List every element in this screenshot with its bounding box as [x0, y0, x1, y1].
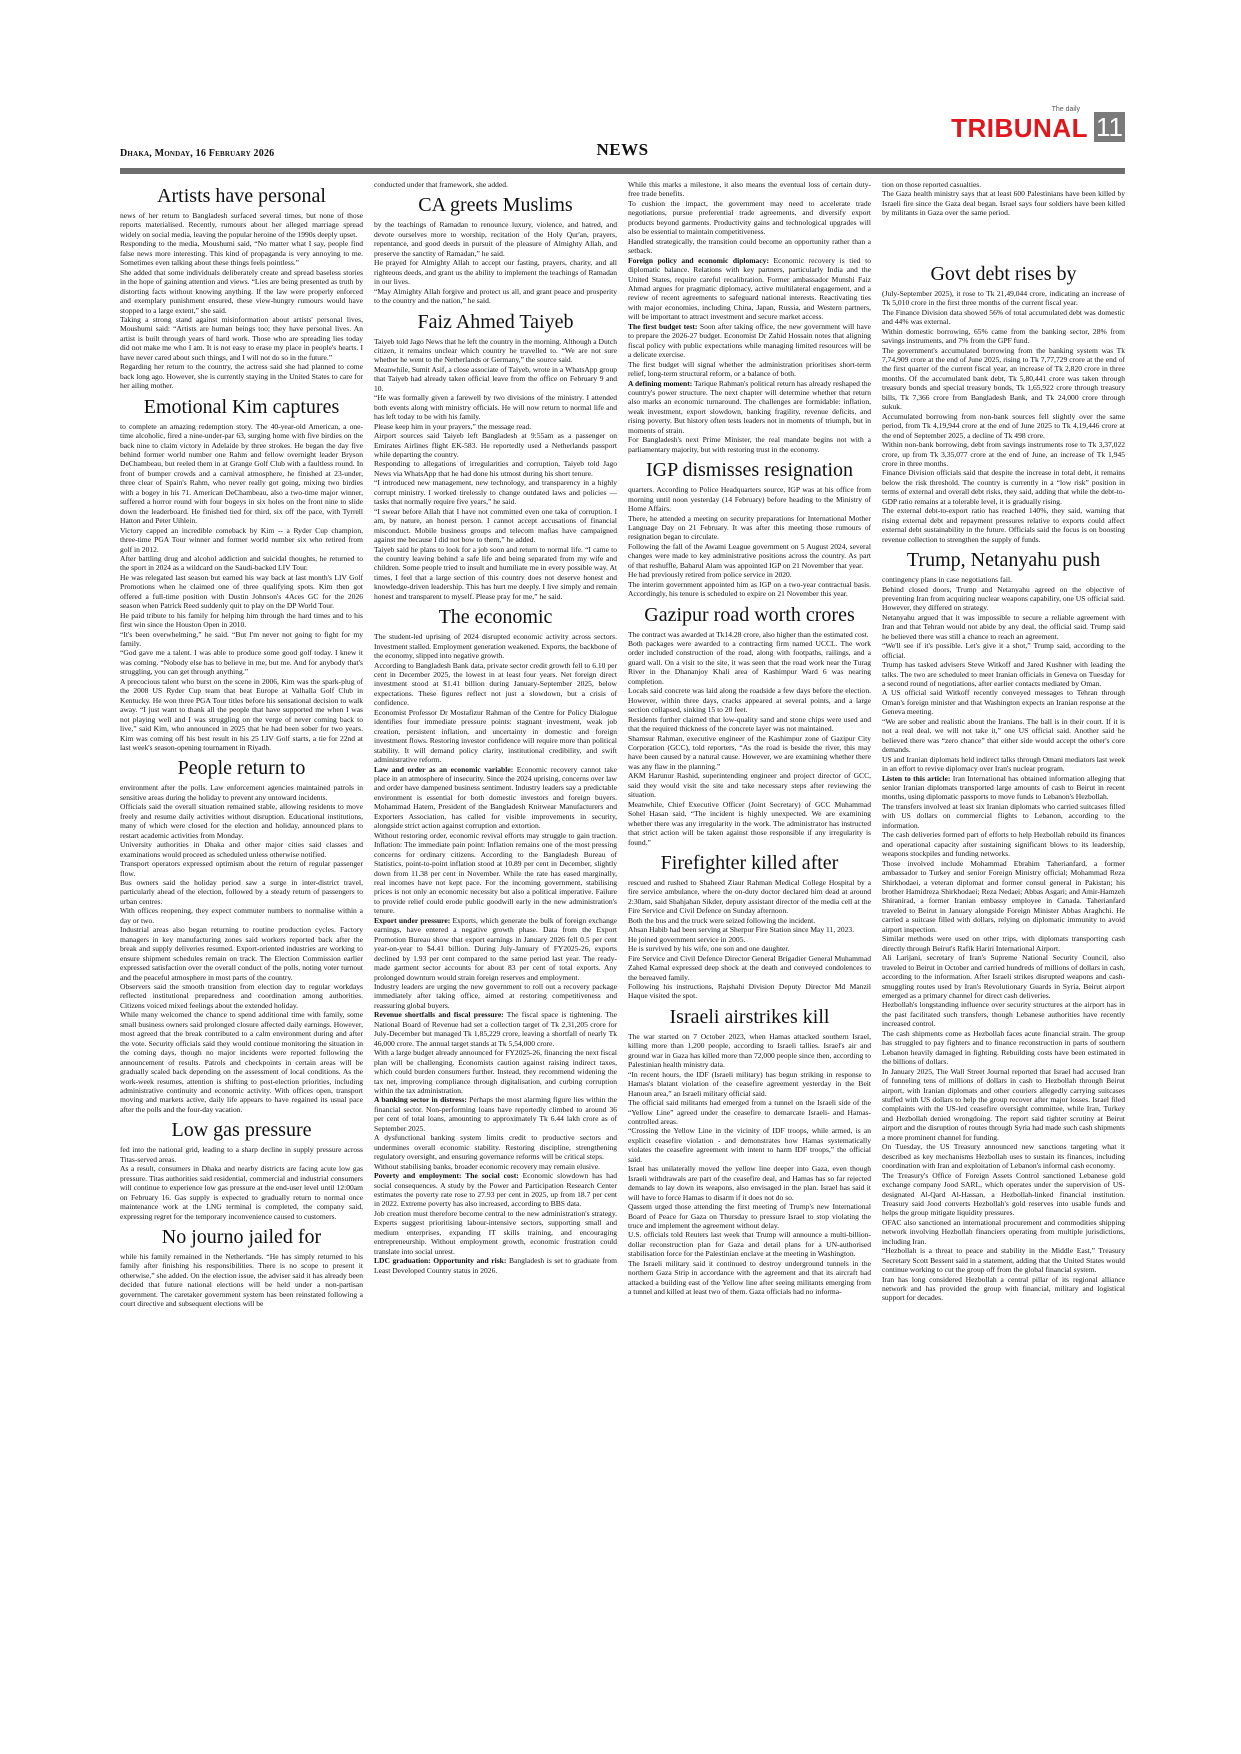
paragraph: The Treasury's Office of Foreign Assets Control sanctioned Lebanese gold exchange company Jood SARL, which operates under the supervision of US-designated Al-Qard Al-Hassan, a Hezbollah-linked financial institution. Treasury said Jood converts Hezbollah's gold reserves into usable funds and helps the group mitigate liquidity pressures.: [882, 1170, 1125, 1218]
paragraph-body: Bangladesh is set to graduate from Least Developed Country status in 2026.: [374, 1256, 617, 1275]
headline: Artists have personal: [157, 185, 326, 207]
paragraph: Taking a strong stand against misinformation about artists' personal lives, Moushumi said: “Artists are human beings too; they have personal lives. An artist is built through years of hard work. Those who are spreading lies today did not make me who I am. It is not easy to erase my place in people's hearts. I have never cared about such things, and I will not do so in the future.”: [120, 314, 363, 362]
paragraph: “In recent hours, the IDF (Israeli military) has begun striking in response to Hamas's blatant violation of the ceasefire agreement yesterday in the Beit Hanoun area,” an Israeli military official said.: [628, 1069, 871, 1098]
paragraph: He paid tribute to his family for helping him through the hard times and to his first win since the Houston Open in 2010.: [120, 610, 363, 630]
paragraph: by the teachings of Ramadan to renounce luxury, violence, and hatred, and devote ourselves more to worship, recitation of the Holy Qur'an, prayers, repentance, and good deeds in pursuit of the pleasure of Almighty Allah, and preserve the sanctity of Ramadan,” he said.: [374, 220, 617, 258]
paragraph: With a large budget already announced for FY2025-26, financing the next fiscal plan will be challenging. Economists caution against raising indirect taxes, which could burden consumers further. Instead, they recommend widening the tax net, improving compliance through digitalisation, and curbing corruption within the tax administration.: [374, 1048, 617, 1095]
paragraph-lead: A banking sector in distress:: [374, 1095, 467, 1105]
paragraph: U.S. officials told Reuters last week that Trump will announce a multi-billion-dollar reconstruction plan for Gaza and detail plans for a UN-authorised stabilisation force for the Palestinian enclave at the meeting in Washington.: [628, 1230, 871, 1259]
paragraph: Job creation must therefore become central to the new administration's strategy. Experts suggest prioritising labour-intensive sectors, supporting small and medium enterprises, expanding IT skills training, and encouraging entrepreneurship. Without employment growth, economic frustration could translate into social unrest.: [374, 1208, 617, 1256]
headline: IGP dismisses resignation: [645, 459, 854, 482]
paragraph: [374, 1010, 617, 1048]
paragraph: The official said militants had emerged from a tunnel on the Israeli side of the “Yellow Line” agreed under the ceasefire to demarcate Israeli- and Hamas-controlled areas.: [628, 1098, 871, 1126]
paragraph: Fire Service and Civil Defence Director General Brigadier General Muhammad Zahed Kamal expressed deep shock at the death and conveyed condolences to the bereaved family.: [628, 953, 871, 982]
paragraph: A precocious talent who burst on the scene in 2006, Kim was the spark-plug of the 2008 US Ryder Cup team that beat Europe at Valhalla Golf Club in Kentucky. He won three PGA Tour titles before his sensational decision to walk away. “I just want to thank all the people that have supported me when I was not playing well and I was struggling on the verge of never coming back to live,” said Kim, who announced in 2025 that he had been sober for two years. Kim was coming off his best result in his 25 LIV Golf starts, a tie for 22nd at last week's season-opening tournament in Riyadh.: [120, 676, 363, 753]
paragraph: [628, 322, 871, 360]
paragraph: [374, 1171, 617, 1209]
paragraph: There, he attended a meeting on security preparations for International Mother Language Day on 21 February. It was after this meeting those rumours of resignation began to circulate.: [628, 513, 871, 542]
paragraph: Airport sources said Taiyeb left Bangladesh at 9:55am as a passenger on Emirates Airlines flight EK-583. He reportedly used a Netherlands passport while departing the country.: [374, 431, 617, 459]
paragraph-body: Economic recovery cannot take place in an atmosphere of insecurity. Since the 2024 uprising, concerns over law and order have dampened business sentiment. Industry leaders say a predictable environment is essential for both domestic investors and foreign buyers. Mohammad Hatem, President of the Bangladesh Knitwear Manufacturers and Exporters Association, has called for visible improvements in security, alongside strict action against corruption and extortion.: [374, 764, 617, 831]
paragraph-body: Economic slowdown has had social consequences. A study by the Power and Participation Research Center estimates the poverty rate rose to 27.93 per cent in 2025, up from 18.7 per cent in 2022. Extreme poverty has also increased, according to BBS data.: [374, 1171, 617, 1209]
paragraph: environment after the polls. Law enforcement agencies maintained patrols in sensitive areas during the holiday to prevent any untoward incidents.: [120, 783, 363, 802]
paragraph-lead: A defining moment:: [628, 378, 693, 388]
paragraph: “God gave me a talent. I was able to produce some good golf today. I knew it was coming. “Nobody else has to believe in me, but me. And for anybody that's struggling, you can get through anything.”: [120, 648, 363, 677]
paragraph: While many welcomed the chance to spend additional time with family, some small business owners said prolonged closure affected daily earnings. However, most agreed that the break contributed to a calm environment during and after the vote. Security officials said they would continue monitoring the situation in the coming days, though no major incidents were reported following the announcement of results. Patrols and checkpoints in certain areas will be gradually scaled back depending on the assessment of local conditions. As the work-week resumes, attention is shifting to post-election priorities, including administrative continuity and economic activity. With offices open, transport moving and markets active, daily life appears to have regained its usual pace after the polls and the four-day vacation.: [120, 1010, 363, 1114]
paragraph: A dysfunctional banking system limits credit to productive sectors and undermines overall economic stability. Restoring discipline, strengthening regulatory oversight, and ensuring governance reforms will be critical steps.: [374, 1133, 617, 1162]
paragraph: The contract was awarded at Tk14.28 crore, also higher than the estimated cost.: [628, 629, 869, 639]
paragraph: Within non-bank borrowing, debt from savings instruments rose to Tk 3,37,022 crore, up from Tk 3,35,077 crore at the end of June, an increase of Tk 1,945 crore in three months.: [882, 440, 1125, 468]
paragraph: Victory capped an incredible comeback by Kim -- a Ryder Cup champion, three-time PGA Tour winner and former world number six who retired from golf in 2012.: [120, 525, 363, 554]
paragraph: Without stabilising banks, broader economic recovery may remain elusive.: [374, 1161, 601, 1171]
paragraph: Handled strategically, the transition could become an opportunity rather than a setback.: [628, 236, 871, 256]
headline: Gazipur road worth crores: [644, 603, 855, 626]
paragraph: The government's accumulated borrowing from the banking system was Tk 7,74,909 crore at the end of June 2025, rising to Tk 7,77,729 crore at the end of the first quarter of the current fiscal year, an increase of Tk 2,820 crore in three months. Of the accumulated bank debt, Tk 5,80,441 crore was taken through treasury bonds and special treasury bonds, Tk 1,65,922 crore through treasury bills, Tk 7,366 crore from Bangladesh Bank, and Tk 24,000 crore through sukuk.: [882, 345, 1125, 412]
paragraph: [374, 765, 617, 831]
column-4: [882, 180, 1125, 1642]
paragraph: AKM Harunur Rashid, superintending engineer and project director of GCC, said they would visit the site and take necessary steps after reviewing the situation.: [628, 771, 871, 800]
paragraph: The student-led uprising of 2024 disrupted economic activity across sectors. Investment stalled. Employment generation weakened. Exports, the backbone of the economy, slipped into negative growth.: [374, 632, 617, 661]
paragraph: news of her return to Bangladesh surfaced several times, but none of those reports materialised. Recently, rumours about her alleged marriage spread widely on social media, leaving the popular heroine of the 1990s deeply upset.: [120, 211, 363, 239]
paragraph: Those involved include Mohammad Ebrahim Taherianfard, a former ambassador to Turkey and senior Foreign Ministry official; Mohammad Reza Shirkhodaei, a veteran diplomat and former consul general in Pakistan; his brother Hamidreza Shirkhodaei; Reza Nedaei; Abbas Asgari; and Amir-Hamzeh Shiranirad, a former Iranian embassy employee in Canada. Taherianfard traveled to Beirut in January alongside Foreign Minister Abbas Araghchi. He carried a suitcase filled with dollars, relying on diplomatic immunity to avoid airport inspection.: [882, 858, 1125, 934]
paragraph: contingency plans in case negotiations fail.: [882, 575, 1012, 585]
paragraph: While this marks a milestone, it also means the eventual loss of certain duty-free trade benefits.: [628, 180, 871, 199]
section-title: NEWS: [596, 140, 649, 159]
paragraph: The cash deliveries formed part of efforts to help Hezbollah rebuild its finances and operational capacity after sustaining significant blows to its leadership, weapons stockpiles and funding networks.: [882, 830, 1125, 859]
paragraph-lead: Export under pressure:: [374, 915, 451, 925]
paragraph: As a result, consumers in Dhaka and nearby districts are facing acute low gas pressure. Titas authorities said residential, commercial and industrial consumers will continue to experience low gas pressure at the end-user level until 12:00am on February 16. Gas supply is expected to gradually return to normal once maintenance work at the LNG terminal is completed, the company said, expressing regret for the temporary inconvenience caused to customers.: [120, 1164, 363, 1221]
paragraph: The Finance Division data showed 56% of total accumulated debt was domestic and 44% was external.: [882, 307, 1125, 327]
paragraph-body: Tarique Rahman's political return has already reshaped the country's power structure. The next chapter will determine whether that return also marks an economic turnaround. The challenges are formidable: inflation, weak investment, export slowdown, banking fragility, revenue deficits, and rising poverty. But history often tests leaders not in moments of triumph, but in moments of strain.: [628, 378, 871, 435]
headline: Govt debt rises by: [930, 262, 1077, 285]
paragraph: Within domestic borrowing, 65% came from the banking sector, 28% from savings instruments, and 7% from the GPF fund.: [882, 326, 1125, 346]
paragraph: The cash shipments come as Hezbollah faces acute financial strain. The group has struggled to pay fighters and to finance reconstruction in parts of southern Lebanon heavily damaged in fighting. Rebuilding costs have been estimated in the billions of dollars.: [882, 1028, 1125, 1067]
paragraph: Responding to the media, Moushumi said, “No matter what I say, people find false news more interesting. This kind of propaganda is very annoying to me. Sometimes even talking about these things feels pointless.”: [120, 239, 363, 268]
newspaper-logo: [951, 100, 1125, 142]
paragraph: Responding to allegations of irregularities and corruption, Taiyeb told Jago News via WhatsApp that he had done his utmost during his short tenure.: [374, 459, 617, 478]
paragraph-body: Economic recovery is tied to diplomatic balance. Relations with key partners, particularly India and the United States, require careful recalibration. Former ambassador Munshi Faiz Ahmad argues for pragmatic diplomacy, active multilateral engagement, and a review of recent agreements to safeguard national interests. Reactivating ties with major economies, including China, Japan, Russia, and Western partners, will be important to attract investment and secure market access.: [628, 255, 871, 322]
paragraph: [882, 774, 1125, 802]
paragraph: Taiyeb told Jago News that he left the country in the morning. Although a Dutch citizen, it remains unclear which country he travelled to. “We are not sure whether he went to the Netherlands or Germany,” the source said.: [374, 336, 617, 365]
headline: Trump, Netanyahu push: [906, 549, 1101, 572]
paragraph: Regarding her return to the country, the actress said she had planned to come back long ago. However, she is currently staying in the United States to care for her ailing mother.: [120, 362, 363, 391]
logo-name: TRIBUNAL: [951, 113, 1088, 143]
paragraph-lead: Law and order as an economic variable:: [374, 764, 514, 774]
paragraph: Accumulated borrowing from non-bank sources fell slightly over the same period, from Tk 4,19,944 crore at the end of June 2025 to Tk 4,19,446 crore at the end of September 2025, a decline of Tk 498 crore.: [882, 411, 1125, 440]
paragraph-body: Perhaps the most alarming figure lies within the financial sector. Non-performing loans have reportedly climbed to around 36 per cent of total loans, amounting to approximately Tk 6.44 lakh crore as of September 2025.: [374, 1095, 617, 1133]
paragraph: According to Bangladesh Bank data, private sector credit growth fell to 6.10 per cent in December 2025, the lowest in at least four years. Net foreign direct investment stood at $1.41 billion during January-September 2025, below expectations. These figures reflect not just a slowdown, but a crisis of confidence.: [374, 660, 617, 708]
paragraph: Meanwhile, Chief Executive Officer (Joint Secretary) of GCC Muhammad Sohel Hasan said, “The incident is highly unexpected. We are examining whether there was any irregularity in the work. The administrator has instructed that strict action will be taken against those responsible if any irregularity is found.”: [628, 799, 871, 847]
column-3: [628, 180, 871, 1642]
paragraph-lead: Revenue shortfalls and fiscal pressure:: [374, 1010, 504, 1020]
paragraph-body: Exports, which generate the bulk of foreign exchange earnings, have entered a negative growth phase. Data from the Export Promotion Bureau show that export earnings in January 2026 fell 0.5 per cent year-on-year to $4.41 billion. During July-January of FY2025-26, exports declined by 1.93 per cent compared to the same period last year. The ready-made garment sector accounts for about 83 per cent of total exports. Any prolonged downturn would strain foreign reserves and employment.: [374, 915, 617, 982]
paragraph: Both the bus and the truck were seized following the incident.: [628, 915, 816, 925]
paragraph: The Israeli military said it continued to destroy underground tunnels in the northern Gaza Strip in accordance with the agreement and that its aircraft had attacked a building east of the Yellow line after seeing militants emerging from a tunnel and killed at least two of them. Gaza officials had no informa-: [628, 1258, 871, 1297]
paragraph: The Gaza health ministry says that at least 600 Palestinians have been killed by Israeli fire since the Gaza deal began. Israel says four soldiers have been killed by militants in Gaza over the same period.: [882, 189, 1125, 218]
paragraph: Shamsur Rahman, executive engineer of the Kashimpur zone of Gazipur City Corporation (GCC), told reporters, “As the road is beside the river, this may have been caused by a natural cause. However, we are examining whether there was any flaw in the planning.”: [628, 733, 871, 771]
paragraph: The first budget will signal whether the administration prioritises short-term relief, long-term structural reform, or a balance of both.: [628, 359, 871, 379]
paragraph: She added that some individuals deliberately create and spread baseless stories in the hope of gaining attention and views. “Lies are being presented as truth by distorting facts without knowing anything. If the law were properly enforced and exemplary punishment ensured, these view-hungry rumours would have stopped to a large extent,” she said.: [120, 267, 363, 315]
paragraph: Behind closed doors, Trump and Netanyahu agreed on the objective of preventing Iran from acquiring nuclear weapons capability, one US official said. However, they differed on strategy.: [882, 584, 1125, 613]
header-rule: [120, 168, 1125, 174]
paragraph: rescued and rushed to Shaheed Ziaur Rahman Medical College Hospital by a fire service ambulance, where the on-duty doctor declared him dead at around 2:30am, said Shahjahan Sikder, deputy assistant director of the media cell at the Fire Service and Civil Defence on Sunday afternoon.: [628, 878, 871, 916]
paragraph: Locals said concrete was laid along the roadside a few days before the election. However, within three days, cracks appeared at several points, and a large section collapsed, sinking 15 to 20 feet.: [628, 686, 871, 715]
paragraph: After battling drug and alcohol addiction and suicidal thoughts, he returned to the sport in 2024 as a wildcard on the Saudi-backed LIV Tour.: [120, 553, 363, 573]
page-number: 11: [1096, 112, 1123, 142]
paragraph: He was relegated last season but earned his way back at last month's LIV Golf Promotions when he claimed one of three qualifying spots. Kim then got offered a full-time position with Dustin Johnson's 4Aces GC for the 2026 season when Patrick Reed suddenly quit to play on the DP World Tour.: [120, 572, 363, 611]
paragraph: Similar methods were used on other trips, with diplomats transporting cash directly through Beirut's Rafik Hariri International Airport.: [882, 934, 1125, 953]
paragraph: “I swear before Allah that I have not committed even one taka of corruption. I am, by nature, an honest person. I cannot accept accusations of financial misconduct. Mobile business groups and telecom mafias have campaigned against me because I did not bow to them,” he added.: [374, 506, 617, 545]
paragraph: [374, 916, 617, 982]
paragraph: The transfers involved at least six Iranian diplomats who carried suitcases filled with US dollars on commercial flights to Lebanon, according to the information.: [882, 801, 1125, 830]
paragraph: Please keep him in your prayers,” the message read.: [374, 421, 532, 431]
headline: Israeli airstrikes kill: [669, 1005, 830, 1028]
paragraph: “It's been overwhelming,” he said. “But I'm never not going to fight for my family.: [120, 629, 363, 649]
masthead: [120, 100, 1125, 168]
paragraph: “I introduced new management, new technology, and transparency in a highly corrupt ministry. I worked tirelessly to change outdated laws and policies — tasks that normally require five years,” he said.: [374, 478, 617, 507]
paragraph: Netanyahu argued that it was impossible to secure a reliable agreement with Iran and that Tehran would not abide by any deal, the official said. Trump said he believed there was still a chance to reach an agreement.: [882, 612, 1125, 641]
paragraph: Ali Larijani, secretary of Iran's Supreme National Security Council, also traveled to Beirut in October and carried hundreds of millions of dollars in cash, according to the information. After Israeli strikes disrupted weapons and cash-smuggling routes used by Iran's Revolutionary Guards in Syria, Beirut airport emerged as a primary channel for direct cash deliveries.: [882, 953, 1125, 1000]
paragraph-lead: Foreign policy and economic diplomacy:: [628, 255, 769, 265]
paragraph: Hezbollah's longstanding influence over security structures at the airport has in the past facilitated such transfers, though Lebanese authorities have recently increased control.: [882, 1000, 1125, 1029]
paragraph: “Hezbollah is a threat to peace and stability in the Middle East,” Treasury Secretary Scott Bessent said in a statement, adding that the United States would continue working to cut the group off from the global financial system.: [882, 1246, 1125, 1275]
headline: People return to: [177, 757, 306, 780]
headline: Firefighter killed after: [660, 852, 839, 874]
paragraph: Economist Professor Dr Mostafizur Rahman of the Centre for Policy Dialogue identifies four immediate pressure points: stagnant investment, weak job creation, persistent inflation, and uncertainty in domestic and foreign investment flows. Restoring investor confidence will require more than political stability. It will demand policy clarity, institutional credibility, and swift administrative reform.: [374, 707, 617, 765]
headline: The economic: [438, 606, 553, 629]
paragraph: To cushion the impact, the government may need to accelerate trade negotiations, pursue preferential trade agreements, and diversify export products beyond garments. Productivity gains and technological upgrades will also be essential to maintain competitiveness.: [628, 198, 871, 237]
paragraph: Ahsan Habib had been serving at Sherpur Fire Station since May 11, 2023.: [628, 925, 855, 935]
paragraph: [628, 379, 871, 436]
headline: Emotional Kim captures: [143, 395, 340, 418]
paragraph: The war started on 7 October 2023, when Hamas attacked southern Israel, killing more than 1,200 people, according to Israeli tallies. Israel's air and ground war in Gaza has killed more than 72,000 people since then, according to Palestinian health ministry data.: [628, 1031, 871, 1070]
paragraph: Officials said the overall situation remained stable, allowing residents to move freely and resume daily activities without disruption. Educational institutions, many of which were closed for the election and holiday, announced plans to restart academic activities from Monday.: [120, 802, 363, 840]
paragraph: Taiyeb said he plans to look for a job soon and return to normal life. “I came to the country leaving behind a safe life and being separated from my wife and children. Some people tried to insult and humiliate me in every possible way. At times, I feel that a large section of this country does not deserve honest and knowledge-driven leadership. This has hurt me deeply. I live simply and remain honest and transparent to myself. Please pray for me,” he said.: [374, 544, 617, 601]
paragraph: Without restoring order, economic revival efforts may struggle to gain traction. Inflation: The immediate pain point: Inflation remains one of the most pressing concerns for ordinary citizens. According to the Bangladesh Bureau of Statistics, point-to-point inflation stood at 10.89 per cent in December, slightly down from 11.38 per cent in November. While the rate has eased marginally, real incomes have not kept pace. For the incoming government, stabilising prices is not only an economic necessity but also a political imperative. Failure to provide relief could erode public goodwill early in the new administration's tenure.: [374, 830, 617, 916]
paragraph: He joined government service in 2005.: [628, 934, 746, 944]
headline: No journo jailed for: [161, 1225, 322, 1248]
headline: Faiz Ahmed Taiyeb: [417, 310, 574, 333]
paragraph: In January 2025, The Wall Street Journal reported that Israel had accused Iran of funneling tens of millions of dollars in cash to Hezbollah through Beirut airport, with Iranian diplomats and other couriers allegedly carrying suitcases stuffed with US dollars to help the group recover after major losses. Israel filed complaints with the US-led ceasefire oversight committee, while Iran, Turkey and Hezbollah denied wrongdoing. The report said tighter scrutiny at Beirut airport and the disruption of routes through Syria had made such cash shipments a more prominent channel for funding.: [882, 1066, 1125, 1142]
paragraph: “We are sober and realistic about the Iranians. The ball is in their court. If it is not a real deal, we will not take it,” one US official said. Another said he believed there was “zero chance” that either side would accept the other's core demands.: [882, 716, 1125, 755]
paragraph: On Tuesday, the US Treasury announced new sanctions targeting what it described as key mechanisms Hezbollah uses to sustain its finances, including coordination with Iran and exploitation of Lebanon's informal cash economy.: [882, 1142, 1125, 1171]
paragraph-body: Iran International has obtained information alleging that senior Iranian diplomats transported large amounts of cash to Beirut in recent months, using diplomatic passports to move funds to Lebanon's Hezbollah.: [882, 773, 1125, 802]
paragraph: A US official said Witkoff recently conveyed messages to Tehran through Oman's foreign minister and that Washington expects an Iranian response at the Geneva meeting.: [882, 688, 1125, 717]
paragraph-lead: Poverty and employment: The social cost:: [374, 1171, 519, 1181]
paragraph: Industry leaders are urging the new government to roll out a recovery package immediately after taking office, aimed at restoring competitiveness and reassuring global buyers.: [374, 981, 617, 1010]
paragraph: Both packages were awarded to a contracting firm named UCCL. The work order included construction of the road, along with footpaths, railings, and a guard wall. On a visit to the site, it was seen that the road work near the Turag River in the Dhananjoy Khali area of Kashimpur Ward 6 was nearing completion.: [628, 639, 871, 686]
paragraph: while his family remained in the Netherlands. “He has simply returned to his family after finishing his responsibilities. There is no scope to present it otherwise,” she added. On the election issue, the adviser said it has already been decided that future national elections will be held under a non-partisan government. The caretaker government system has been reinstated following a court directive and subsequent elections will be: [120, 1251, 363, 1309]
paragraph: The external debt-to-export ratio has reached 140%, they said, warning that rising external debt and repayment pressures relative to exports could affect external debt sustainability in the future. Officials said the focus is on boosting revenue collection to strengthen the supply of funds.: [882, 506, 1125, 544]
paragraph: The interim government appointed him as IGP on a two-year contractual basis. Accordingly, his tenure is scheduled to expire on 21 November this year.: [628, 579, 871, 599]
paragraph: He prayed for Almighty Allah to accept our fasting, prayers, charity, and all righteous deeds, and grant us the ability to implement the teachings of Ramadan in our lives.: [374, 258, 617, 287]
paragraph: “Crossing the Yellow Line in the vicinity of IDF troops, while armed, is an explicit ceasefire violation - and demonstrates how Hamas systematically violates the ceasefire agreement with intent to harm IDF troops,” the official said.: [628, 1126, 871, 1164]
paragraph: “He was formally given a farewell by two divisions of the ministry. I attended both events along with ministry officials. He will now return to normal life and has left today to be with his family.: [374, 393, 617, 422]
paragraph-lead: Listen to this article:: [882, 773, 951, 783]
paragraph-body: Soon after taking office, the new government will have to prepare the 2026-27 budget. Economist Dr Zahid Hossain notes that aligning fiscal policy with public expectations while managing limited resources will be a delicate exercise.: [628, 321, 871, 360]
paragraph: “May Almighty Allah forgive and protect us all, and grant peace and prosperity to the country and the nation,” he said.: [374, 286, 617, 306]
paragraph: Following the fall of the Awami League government on 5 August 2024, several changes were made to key administrative positions across the country. As part of that reshuffle, Baharul Alam was appointed IGP on 21 November that year.: [628, 541, 871, 570]
paragraph: OFAC also sanctioned an international procurement and commodities shipping network involving Hezbollah financiers operating from multiple jurisdictions, including Iran.: [882, 1217, 1125, 1246]
column-1: [120, 180, 363, 1642]
paragraph: Meanwhile, Sumit Asif, a close associate of Taiyeb, wrote in a WhatsApp group that Taiyeb had already taken official leave from the office on February 9 and 10.: [374, 364, 617, 393]
paragraph: conducted under that framework, she added.: [374, 180, 508, 189]
paragraph: US and Iranian diplomats held indirect talks through Omani mediators last week in an effort to revive diplomacy over Iran's nuclear program.: [882, 754, 1125, 774]
paragraph: Observers said the smooth transition from election day to regular workdays reflected institutional preparedness and coordination among authorities. Citizens voiced mixed feelings about the extended holiday.: [120, 981, 363, 1010]
paragraph: Finance Division officials said that despite the increase in total debt, it remains below the risk threshold. The country is currently in a “low risk” position in terms of external and overall debt risks, they said, adding that while the debt-to-GDP ratio remains at a tolerable level, it is gradually rising.: [882, 468, 1125, 506]
paragraph: to complete an amazing redemption story. The 40-year-old American, a one-time alcoholic, fired a nine-under-par 63, surging home with five birdies on the back nine to claim victory in Adelaide by three strokes. He began the day five behind former world number one Rahm and fellow overnight leader Bryson DeChambeau, but reeled them in at Grange Golf Club with a faultless round. In front of bumper crowds and a carnival atmosphere, he finished at 23-under, three clear of Spain's Rahm, who never really got going, mixing two birdies with a bogey in his 71. American DeChambeau, also a two-time major winner, suffered a horror round with four bogeys in six holes on the front nine to slide down the leaderboard. He finished tied for third, six off the pace, with Tyrrell Hatton and Peter Uihlein.: [120, 421, 363, 526]
paragraph: Trump has tasked advisers Steve Witkoff and Jared Kushner with leading the talks. The two are scheduled to meet Iranian officials in Geneva on Tuesday for a second round of negotiations, after earlier contacts mediated by Oman.: [882, 660, 1125, 689]
headline: CA greets Muslims: [418, 194, 573, 217]
dateline: Dhaka, Monday, 16 February 2026: [120, 148, 275, 159]
paragraph: (July-September 2025), it rose to Tk 21,49,044 crore, indicating an increase of Tk 5,010 crore in the first three months of the current fiscal year.: [882, 288, 1125, 308]
column-spacer: [882, 218, 1125, 258]
paragraph: University authorities in Dhaka and other major cities said classes and examinations would proceed as scheduled unless otherwise notified.: [120, 840, 363, 859]
paragraph-lead: The first budget test:: [628, 321, 698, 331]
paragraph-body: The fiscal space is tightening. The National Board of Revenue had set a collection target of Tk 2,31,205 crore for July-December but managed Tk 1,85,229 crore, leaving a shortfall of nearly Tk 46,000 crore. The annual target stands at Tk 5,54,000 crore.: [374, 1010, 617, 1048]
paragraph: [628, 256, 871, 322]
paragraph: For Bangladesh's next Prime Minister, the real mandate begins not with a parliamentary majority, but with restoring trust in the economy.: [628, 435, 871, 454]
paragraph: He had previously retired from police service in 2020.: [628, 570, 792, 580]
news-columns: [120, 180, 1125, 1642]
paragraph: With offices reopening, they expect commuter numbers to normalise within a day or two.: [120, 906, 363, 925]
paragraph: He is survived by his wife, one son and one daughter.: [628, 944, 790, 954]
headline: Low gas pressure: [171, 1119, 312, 1142]
paragraph: Bus owners said the holiday period saw a surge in inter-district travel, particularly ahead of the election, followed by a steady return of passengers to urban centres.: [120, 878, 363, 906]
paragraph-lead: LDC graduation: Opportunity and risk:: [374, 1256, 507, 1266]
paragraph: “We'll see if it's possible. Let's give it a shot,” Trump said, according to the official.: [882, 641, 1125, 660]
paragraph: Transport operators expressed optimism about the return of regular passenger flow.: [120, 859, 363, 878]
column-2: [374, 180, 617, 1642]
logo-tagline: The daily: [1051, 106, 1080, 113]
paragraph: Industrial areas also began returning to routine production cycles. Factory managers in key manufacturing zones said workers reported back after the break and supply deliveries resumed. Export-oriented industries are working to ensure shipment schedules remain on track. The Election Commission earlier expressed satisfaction over the overall conduct of the polls, noting voter turnout and the peaceful atmosphere in most parts of the country.: [120, 925, 363, 982]
paragraph: Following his instructions, Rajshahi Division Deputy Director Md Manzil Haque visited the spot.: [628, 981, 871, 1001]
paragraph: tion on those reported casualties.: [882, 180, 982, 189]
paragraph: fed into the national grid, leading to a sharp decline in supply pressure across Titas-served areas.: [120, 1145, 363, 1164]
paragraph: Residents further claimed that low-quality sand and stone chips were used and that the required thickness of the concrete layer was not maintained.: [628, 714, 871, 734]
paragraph: [374, 1256, 617, 1275]
paragraph: quarters. According to Police Headquarters source, IGP was at his office from morning until noon yesterday (14 February) before heading to the Ministry of Home Affairs.: [628, 485, 871, 514]
paragraph: [374, 1095, 617, 1133]
paragraph: Iran has long considered Hezbollah a central pillar of its regional alliance network and has provided the group with financial, military and logistical support for decades.: [882, 1274, 1125, 1303]
logo-wordmark: [951, 106, 1088, 142]
paragraph: Israel has unilaterally moved the yellow line deeper into Gaza, even though Israeli withdrawals are part of the ceasefire deal, and Hamas has so far rejected demands to lay down its weapons, also envisaged in the plan. Israel has said it will have to force Hamas to disarm if it does not do so.: [628, 1164, 871, 1202]
paragraph: Qassem urged those attending the first meeting of Trump's new International Board of Peace for Gaza on Thursday to pressure Israel to stop violating the truce and implement the agreement without delay.: [628, 1202, 871, 1230]
